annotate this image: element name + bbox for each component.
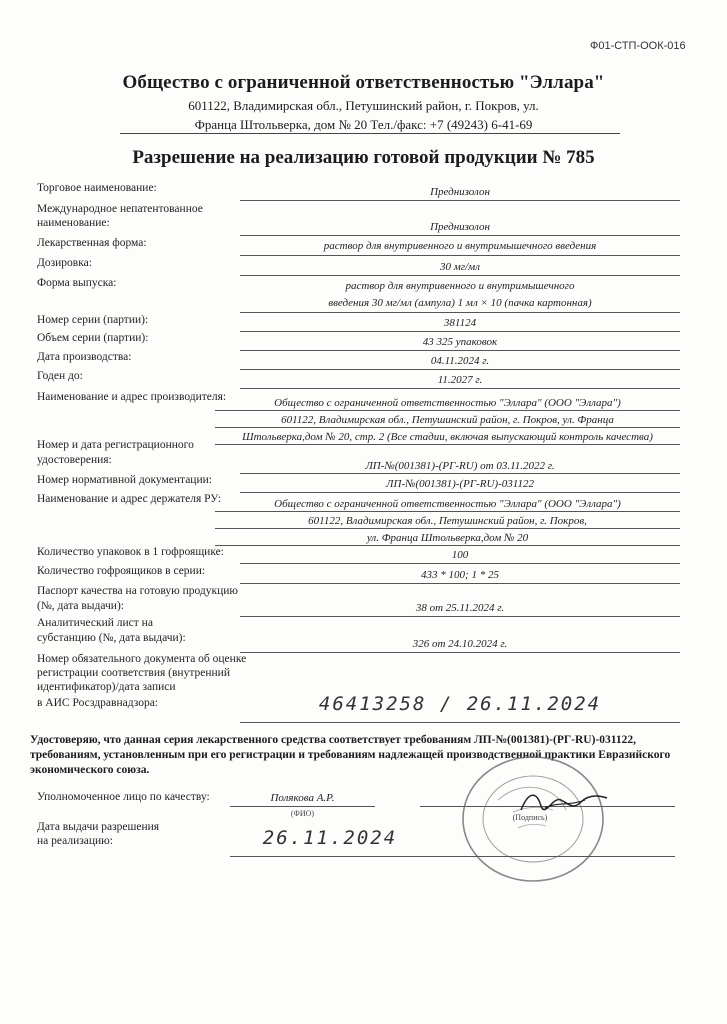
analytical-sheet-label-line1: Аналитический лист на	[37, 617, 153, 629]
signer-name-hint: (ФИО)	[290, 809, 315, 818]
certification-text: Удостоверяю, что данная серия лекарственного средства соответствует требованиям ЛП-№(001381)-(РГ-RU)-031122, требованиям, установленным при его регистрации и требованиям надлежащей производственной практики Евразийского экономического союза.	[30, 734, 671, 776]
organization-address-line2: Франца Штольверка, дом № 20 Тел./факс: +7 (49243) 6-41-69	[194, 117, 533, 132]
batch-volume-value: 43 325 упаковок	[422, 336, 498, 348]
signature-hint: (Подпись)	[512, 813, 548, 822]
inn-value: Преднизолон	[430, 221, 490, 233]
dosage-value: 30 мг/мл	[440, 261, 480, 273]
conformity-value: 46413258 / 26.11.2024	[318, 693, 602, 715]
registration-line	[240, 473, 680, 474]
release-form-value-line2: введения 30 мг/мл (ампула) 1 мл × 10 (пачка картонная)	[328, 297, 592, 309]
boxes-per-batch-line	[240, 583, 680, 584]
batch-volume-label: Объем серии (партии):	[37, 332, 149, 344]
holder-label: Наименование и адрес держателя РУ:	[37, 493, 222, 505]
manufacturer-line2	[215, 427, 680, 428]
analytical-sheet-value: 326 от 24.10.2024 г.	[412, 638, 508, 650]
dosage-line	[240, 275, 680, 276]
packs-per-box-label: Количество упаковок в 1 гофроящике:	[37, 546, 224, 558]
boxes-per-batch-label: Количество гофроящиков в серии:	[37, 565, 206, 577]
boxes-per-batch-value: 433 * 100; 1 * 25	[421, 569, 499, 581]
header-divider	[120, 133, 620, 134]
production-date-line	[240, 369, 680, 370]
form-label: Лекарственная форма:	[37, 237, 147, 249]
release-form-label: Форма выпуска:	[37, 277, 117, 289]
manufacturer-label: Наименование и адрес производителя:	[37, 391, 227, 403]
normative-doc-label: Номер нормативной документации:	[37, 474, 212, 486]
manufacturer-value-line2: 601122, Владимирская обл., Петушинский район, г. Покров, ул. Франца	[281, 414, 614, 426]
holder-value-line1: Общество с ограниченной ответственностью "Эллара" (ООО "Эллара")	[274, 498, 621, 510]
production-date-label: Дата производства:	[37, 351, 132, 363]
analytical-sheet-label-line2: субстанцию (№, дата выдачи):	[37, 632, 186, 644]
holder-line3	[215, 545, 680, 546]
production-date-value: 04.11.2024 г.	[430, 355, 490, 367]
holder-line2	[215, 528, 680, 529]
inn-line	[240, 235, 680, 236]
form-line	[240, 255, 680, 256]
conformity-label-line1: Номер обязательного документа об оценке	[37, 653, 247, 665]
normative-doc-value: ЛП-№(001381)-(РГ-RU)-031122	[386, 478, 534, 490]
manufacturer-value-line3: Штольверка,дом № 20, стр. 2 (Все стадии, включая выпускающий контроль качества)	[242, 431, 653, 443]
packs-per-box-line	[240, 563, 680, 564]
conformity-label-line4: в АИС Росздравнадзора:	[37, 697, 158, 709]
conformity-line	[240, 722, 680, 723]
issue-date-line	[230, 856, 675, 857]
release-form-line	[240, 312, 680, 313]
trade-name-value: Преднизолон	[430, 186, 490, 198]
packs-per-box-value: 100	[451, 549, 469, 561]
batch-number-line	[240, 331, 680, 332]
organization-name: Общество с ограниченной ответственностью "Эллара"	[122, 72, 605, 93]
inn-label-line2: наименование:	[37, 217, 110, 229]
conformity-label-line3: идентификатор)/дата записи	[37, 681, 176, 693]
form-value: раствор для внутривенного и внутримышечного введения	[323, 240, 597, 252]
signature-label: Уполномоченное лицо по качеству:	[37, 791, 210, 803]
manufacturer-value-line1: Общество с ограниченной ответственностью "Эллара" (ООО "Эллара")	[274, 397, 621, 409]
quality-passport-label-line2: (№, дата выдачи):	[37, 600, 124, 612]
signature-scribble-icon	[515, 780, 615, 825]
registration-label-line2: удостоверения:	[37, 454, 112, 466]
issue-label-line1: Дата выдачи разрешения	[37, 821, 160, 833]
registration-label-line1: Номер и дата регистрационного	[37, 439, 194, 451]
trade-name-line	[240, 200, 680, 201]
batch-number-value: 381124	[443, 317, 477, 329]
dosage-label: Дозировка:	[37, 257, 92, 269]
quality-passport-label-line1: Паспорт качества на готовую продукцию	[37, 585, 238, 597]
batch-volume-line	[240, 350, 680, 351]
normative-doc-line	[240, 492, 680, 493]
issue-label-line2: на реализацию:	[37, 835, 113, 847]
conformity-label-line2: регистрации соответствия (внутренний	[37, 667, 230, 679]
document-title: Разрешение на реализацию готовой продукции № 785	[132, 147, 595, 168]
holder-value-line3: ул. Франца Штольверка,дом № 20	[366, 532, 529, 544]
manufacturer-line1	[215, 410, 680, 411]
document-code: Ф01-СТП-ООК-016	[590, 40, 686, 52]
manufacturer-line3	[215, 444, 680, 445]
holder-value-line2: 601122, Владимирская обл., Петушинский район, г. Покров,	[308, 515, 587, 527]
expiry-value: 11.2027 г.	[437, 374, 483, 386]
batch-number-label: Номер серии (партии):	[37, 314, 149, 326]
organization-address-line1: 601122, Владимирская обл., Петушинский район, г. Покров, ул.	[188, 98, 539, 113]
signer-name-line	[230, 806, 375, 807]
analytical-sheet-line	[240, 652, 680, 653]
signer-name: Полякова А.Р.	[270, 792, 335, 804]
expiry-label: Годен до:	[37, 370, 83, 382]
inn-label-line1: Международное непатентованное	[37, 203, 203, 215]
registration-value: ЛП-№(001381)-(РГ-RU) от 03.11.2022 г.	[365, 460, 555, 472]
trade-name-label: Торговое наименование:	[37, 182, 157, 194]
quality-passport-value: 38 от 25.11.2024 г.	[415, 602, 505, 614]
quality-passport-line	[240, 616, 680, 617]
holder-line1	[215, 511, 680, 512]
release-form-value-line1: раствор для внутривенного и внутримышечного	[345, 280, 575, 292]
expiry-line	[240, 388, 680, 389]
issue-date-value: 26.11.2024	[262, 827, 398, 849]
